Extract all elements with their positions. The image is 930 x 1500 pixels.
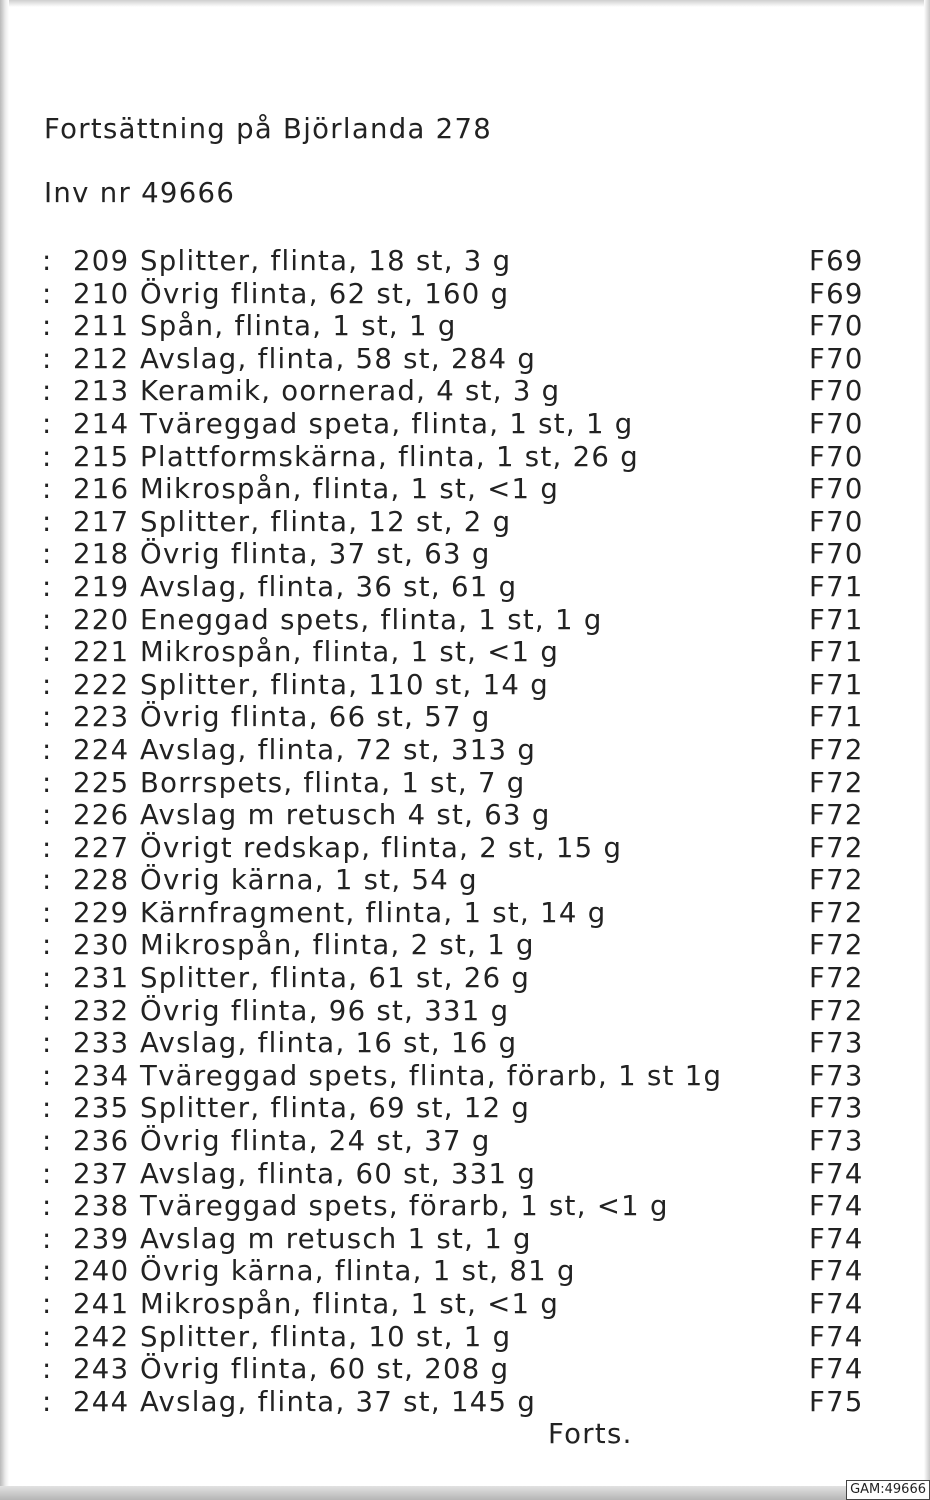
item-number: 221 — [73, 636, 130, 669]
item-number: 244 — [73, 1385, 130, 1418]
row-separator: : — [42, 1222, 53, 1255]
item-code: F75 — [809, 1385, 864, 1418]
item-code: F70 — [809, 538, 864, 571]
row-separator: : — [42, 1125, 53, 1158]
row-separator: : — [42, 994, 53, 1027]
list-item — [42, 1288, 872, 1321]
card-edge-left — [0, 0, 9, 1488]
row-separator: : — [42, 929, 53, 962]
list-item — [42, 506, 872, 539]
row-separator: : — [42, 407, 53, 440]
item-number: 223 — [73, 701, 130, 734]
list-item — [42, 1386, 872, 1419]
item-description: Tväreggad spets, förarb, 1 st, <1 g — [140, 1190, 669, 1223]
list-item — [42, 1353, 872, 1386]
item-number: 229 — [73, 896, 130, 929]
item-description: Splitter, flinta, 69 st, 12 g — [140, 1092, 531, 1125]
item-code: F69 — [809, 245, 864, 277]
card-title: Fortsättning på Björlanda 278 — [44, 113, 493, 145]
list-item — [42, 799, 872, 832]
archive-stamp: GAM:49666 — [846, 1480, 930, 1500]
item-code: F74 — [809, 1255, 864, 1288]
item-code: F72 — [809, 733, 864, 766]
item-number: 219 — [73, 570, 130, 603]
list-item — [42, 375, 872, 408]
list-item — [42, 310, 872, 343]
item-code: F70 — [809, 375, 864, 408]
item-number: 239 — [73, 1222, 130, 1255]
row-separator: : — [42, 603, 53, 636]
item-number: 214 — [73, 407, 130, 440]
item-code: F72 — [809, 962, 864, 995]
item-number: 240 — [73, 1255, 130, 1288]
item-code: F72 — [809, 766, 864, 799]
item-description: Övrig flinta, 62 st, 160 g — [140, 277, 510, 310]
item-description: Avslag, flinta, 58 st, 284 g — [140, 342, 537, 375]
continued-label: Forts. — [548, 1418, 633, 1450]
item-code: F73 — [809, 1125, 864, 1158]
item-number: 212 — [73, 342, 130, 375]
list-item — [42, 1060, 872, 1093]
item-description: Spån, flinta, 1 st, 1 g — [140, 310, 457, 343]
list-item — [42, 832, 872, 865]
item-number: 224 — [73, 733, 130, 766]
item-description: Borrspets, flinta, 1 st, 7 g — [140, 766, 526, 799]
list-item — [42, 962, 872, 995]
item-description: Övrig flinta, 24 st, 37 g — [140, 1125, 491, 1158]
item-description: Avslag, flinta, 36 st, 61 g — [140, 570, 518, 603]
item-number: 230 — [73, 929, 130, 962]
list-item — [42, 734, 872, 767]
item-code: F74 — [809, 1190, 864, 1223]
list-item — [42, 245, 872, 278]
row-separator: : — [42, 864, 53, 897]
row-separator: : — [42, 570, 53, 603]
list-item — [42, 1321, 872, 1354]
item-description: Avslag, flinta, 72 st, 313 g — [140, 733, 537, 766]
item-code: F72 — [809, 929, 864, 962]
item-description: Mikrospån, flinta, 1 st, <1 g — [140, 636, 560, 669]
row-separator: : — [42, 1190, 53, 1223]
item-number: 225 — [73, 766, 130, 799]
item-code: F70 — [809, 407, 864, 440]
item-number: 233 — [73, 1027, 130, 1060]
item-description: Splitter, flinta, 18 st, 3 g — [140, 245, 512, 277]
item-number: 220 — [73, 603, 130, 636]
item-number: 232 — [73, 994, 130, 1027]
row-separator: : — [42, 375, 53, 408]
item-number: 211 — [73, 310, 130, 343]
row-separator: : — [42, 636, 53, 669]
item-code: F74 — [809, 1288, 864, 1320]
item-number: 231 — [73, 962, 130, 995]
item-number: 241 — [73, 1288, 130, 1320]
item-number: 210 — [73, 277, 130, 310]
row-separator: : — [42, 440, 53, 473]
list-item — [42, 408, 872, 441]
row-separator: : — [42, 1157, 53, 1190]
item-number: 235 — [73, 1092, 130, 1125]
item-number: 236 — [73, 1125, 130, 1158]
row-separator: : — [42, 1059, 53, 1092]
inventory-number: Inv nr 49666 — [44, 177, 236, 209]
row-separator: : — [42, 1027, 53, 1060]
item-code: F71 — [809, 668, 864, 701]
item-description: Övrig kärna, flinta, 1 st, 81 g — [140, 1255, 576, 1288]
item-code: F74 — [809, 1353, 864, 1386]
item-code: F73 — [809, 1027, 864, 1060]
item-number: 237 — [73, 1157, 130, 1190]
item-code: F70 — [809, 440, 864, 473]
list-item — [42, 1125, 872, 1158]
item-number: 209 — [73, 245, 130, 277]
item-description: Kärnfragment, flinta, 1 st, 14 g — [140, 896, 607, 929]
list-item — [42, 473, 872, 506]
item-number: 234 — [73, 1059, 130, 1092]
item-number: 217 — [73, 505, 130, 538]
row-separator: : — [42, 896, 53, 929]
row-separator: : — [42, 538, 53, 571]
item-code: F72 — [809, 864, 864, 897]
list-item — [42, 571, 872, 604]
list-item — [42, 767, 872, 800]
item-code: F70 — [809, 505, 864, 538]
item-description: Tväreggad speta, flinta, 1 st, 1 g — [140, 407, 634, 440]
item-code: F69 — [809, 277, 864, 310]
row-separator: : — [42, 1288, 53, 1320]
row-separator: : — [42, 310, 53, 343]
list-item — [42, 1223, 872, 1256]
row-separator: : — [42, 342, 53, 375]
row-separator: : — [42, 1255, 53, 1288]
item-number: 227 — [73, 831, 130, 864]
item-description: Splitter, flinta, 12 st, 2 g — [140, 505, 512, 538]
card-edge-top — [0, 0, 930, 7]
list-item — [42, 538, 872, 571]
item-code: F70 — [809, 473, 864, 506]
row-separator: : — [42, 505, 53, 538]
item-description: Övrig kärna, 1 st, 54 g — [140, 864, 478, 897]
list-item — [42, 278, 872, 311]
row-separator: : — [42, 245, 53, 277]
row-separator: : — [42, 831, 53, 864]
item-code: F70 — [809, 310, 864, 343]
item-code: F70 — [809, 342, 864, 375]
card-edge-right — [924, 0, 930, 1488]
item-description: Avslag, flinta, 60 st, 331 g — [140, 1157, 537, 1190]
list-item — [42, 669, 872, 702]
item-number: 226 — [73, 799, 130, 832]
item-code: F72 — [809, 994, 864, 1027]
row-separator: : — [42, 799, 53, 832]
item-description: Övrig flinta, 66 st, 57 g — [140, 701, 491, 734]
item-description: Plattformskärna, flinta, 1 st, 26 g — [140, 440, 639, 473]
list-item — [42, 1255, 872, 1288]
item-description: Keramik, oornerad, 4 st, 3 g — [140, 375, 561, 408]
row-separator: : — [42, 668, 53, 701]
list-item — [42, 1092, 872, 1125]
row-separator: : — [42, 473, 53, 506]
row-separator: : — [42, 962, 53, 995]
item-number: 228 — [73, 864, 130, 897]
item-description: Avslag m retusch 1 st, 1 g — [140, 1222, 532, 1255]
item-number: 218 — [73, 538, 130, 571]
item-description: Avslag m retusch 4 st, 63 g — [140, 799, 551, 832]
item-description: Splitter, flinta, 61 st, 26 g — [140, 962, 531, 995]
item-number: 243 — [73, 1353, 130, 1386]
row-separator: : — [42, 701, 53, 734]
list-item — [42, 864, 872, 897]
item-description: Splitter, flinta, 110 st, 14 g — [140, 668, 549, 701]
item-code: F74 — [809, 1320, 864, 1353]
item-description: Splitter, flinta, 10 st, 1 g — [140, 1320, 512, 1353]
list-item — [42, 1158, 872, 1191]
item-description: Avslag, flinta, 16 st, 16 g — [140, 1027, 518, 1060]
list-item — [42, 343, 872, 376]
row-separator: : — [42, 1092, 53, 1125]
card-edge-bottom — [0, 1486, 930, 1500]
item-code: F73 — [809, 1059, 864, 1092]
item-code: F71 — [809, 570, 864, 603]
item-code: F72 — [809, 799, 864, 832]
row-separator: : — [42, 733, 53, 766]
list-item — [42, 995, 872, 1028]
list-item — [42, 1027, 872, 1060]
item-code: F74 — [809, 1157, 864, 1190]
row-separator: : — [42, 1385, 53, 1418]
item-number: 216 — [73, 473, 130, 506]
item-number: 242 — [73, 1320, 130, 1353]
row-separator: : — [42, 1320, 53, 1353]
item-code: F72 — [809, 896, 864, 929]
row-separator: : — [42, 1353, 53, 1386]
list-item — [42, 897, 872, 930]
item-description: Eneggad spets, flinta, 1 st, 1 g — [140, 603, 603, 636]
list-item — [42, 929, 872, 962]
item-code: F71 — [809, 636, 864, 669]
row-separator: : — [42, 766, 53, 799]
item-code: F71 — [809, 701, 864, 734]
item-number: 222 — [73, 668, 130, 701]
item-description: Övrig flinta, 60 st, 208 g — [140, 1353, 510, 1386]
list-item — [42, 701, 872, 734]
item-code: F74 — [809, 1222, 864, 1255]
item-code: F72 — [809, 831, 864, 864]
find-list — [42, 245, 872, 1418]
item-code: F73 — [809, 1092, 864, 1125]
item-code: F71 — [809, 603, 864, 636]
item-description: Övrigt redskap, flinta, 2 st, 15 g — [140, 831, 623, 864]
item-number: 215 — [73, 440, 130, 473]
item-description: Tväreggad spets, flinta, förarb, 1 st 1g — [140, 1059, 723, 1092]
list-item — [42, 636, 872, 669]
item-description: Mikrospån, flinta, 1 st, <1 g — [140, 473, 560, 506]
row-separator: : — [42, 277, 53, 310]
list-item — [42, 441, 872, 474]
item-description: Övrig flinta, 96 st, 331 g — [140, 994, 510, 1027]
item-number: 213 — [73, 375, 130, 408]
item-description: Övrig flinta, 37 st, 63 g — [140, 538, 491, 571]
list-item — [42, 604, 872, 637]
item-description: Avslag, flinta, 37 st, 145 g — [140, 1385, 537, 1418]
item-description: Mikrospån, flinta, 2 st, 1 g — [140, 929, 535, 962]
list-item — [42, 1190, 872, 1223]
item-number: 238 — [73, 1190, 130, 1223]
item-description: Mikrospån, flinta, 1 st, <1 g — [140, 1288, 560, 1320]
